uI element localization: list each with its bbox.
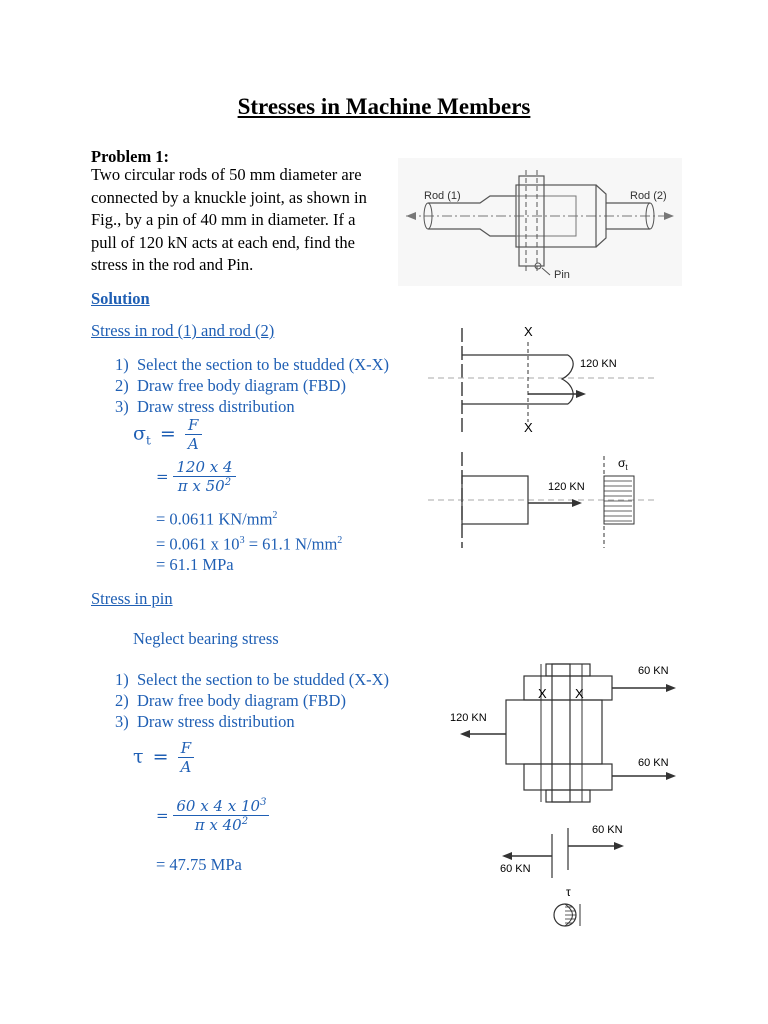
sigma-label: $\sigma_t$ — [618, 456, 628, 472]
force-label: 60 KN — [638, 757, 669, 769]
rod-section-heading: Stress in rod (1) and rod (2) — [91, 321, 275, 340]
problem-line: pull of 120 kN acts at each end, find the — [91, 232, 355, 252]
knuckle-joint-figure — [398, 158, 682, 286]
force-label: 120 KN — [450, 712, 487, 724]
rod2-label: Rod (2) — [630, 190, 667, 202]
section-mark: X — [524, 324, 533, 339]
tau-result: = 47.75 MPa — [156, 855, 242, 874]
tau-substitution: = $\frac{60 x 4 x 10^3}{\pi x 40^2}$ — [156, 797, 269, 834]
force-label: 120 KN — [548, 481, 585, 493]
list-item: 2) Draw free body diagram (FBD) — [115, 376, 346, 395]
list-item: 1) Select the section to be studded (X-X) — [115, 670, 390, 689]
section-mark: X — [524, 420, 533, 435]
problem-text — [91, 164, 401, 277]
rod1-label: Rod (1) — [424, 190, 461, 202]
force-label: 60 KN — [638, 665, 669, 677]
pin-label: Pin — [554, 269, 570, 281]
section-mark: X — [575, 686, 584, 701]
section-mark: X — [538, 686, 547, 701]
list-item: 3) Draw stress distribution — [115, 397, 295, 416]
tau-formula: τ = $\frac{F}{A}$ — [133, 739, 194, 776]
sigma-results — [156, 505, 342, 575]
rod-stress-figure — [428, 450, 654, 550]
problem-line: connected by a knuckle joint, as shown in — [91, 187, 367, 207]
rod-section-fbd — [428, 322, 654, 436]
pin-fbd-figure — [446, 660, 684, 806]
problem-line: stress in the rod and Pin. — [91, 255, 254, 274]
problem-line: Fig., by a pin of 40 mm in diameter. If a — [91, 210, 356, 229]
pin-steps-list — [115, 669, 389, 732]
problem-heading: Problem 1: — [91, 147, 170, 166]
force-label: 120 KN — [580, 358, 617, 370]
page-title: Stresses in Machine Members — [237, 94, 531, 119]
pin-note: Neglect bearing stress — [133, 629, 279, 648]
result-line: = 0.061 x $10^3 = 61.1$ $N/mm^2$ — [156, 534, 343, 553]
tau-label: τ — [566, 885, 571, 899]
list-item: 2) Draw free body diagram (FBD) — [115, 691, 346, 710]
force-label: 60 KN — [500, 863, 531, 875]
result-line: = 0.0611 $KN/mm^2$ — [156, 509, 278, 529]
list-item: 3) Draw stress distribution — [115, 712, 295, 731]
solution-heading: Solution — [91, 289, 150, 308]
pin-shear-figure — [494, 820, 654, 882]
pin-section-heading: Stress in pin — [91, 589, 173, 608]
tau-distribution-figure — [548, 885, 588, 931]
rod-steps-list — [115, 354, 389, 417]
result-line: = 61.1 MPa — [156, 555, 234, 574]
sigma-formula: $\sigma_t$ = $\frac{F}{A}$ — [133, 416, 202, 453]
list-item: 1) Select the section to be studded (X-X) — [115, 355, 390, 374]
force-label: 60 KN — [592, 824, 623, 836]
problem-line: Two circular rods of 50 mm diameter are — [91, 165, 362, 184]
sigma-substitution: = $\frac{120 x 4}{\pi x 50^2}$ — [156, 458, 236, 495]
